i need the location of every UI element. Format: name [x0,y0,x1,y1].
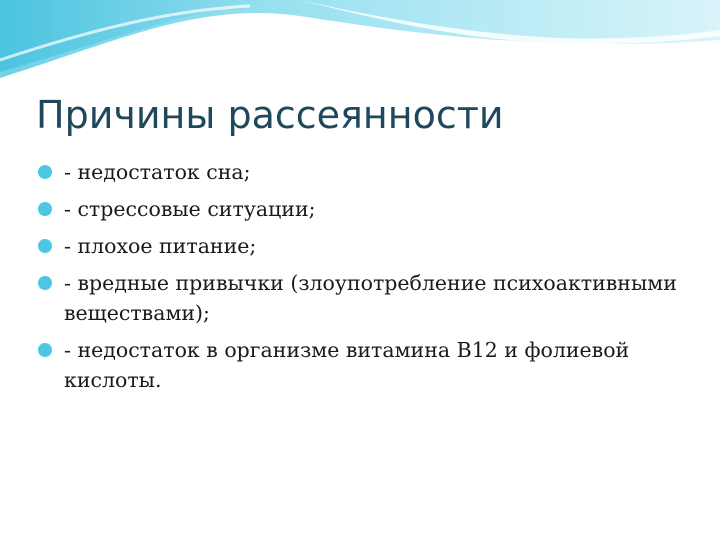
slide-title: Причины рассеянности [36,93,504,137]
bullet-text: - вредные привычки (злоупотребление психоактивными веществами); [64,271,677,325]
bullet-text: - недостаток сна; [64,160,251,184]
bullet-dot-icon [38,276,52,290]
bullet-text: - недостаток в организме витамина B12 и фолиевой кислоты. [64,338,630,392]
bullet-text: - стрессовые ситуации; [64,197,316,221]
bullet-item [36,268,706,328]
bullet-dot-icon [38,239,52,253]
bullet-text: - плохое питание; [64,234,257,258]
bullet-dot-icon [38,343,52,357]
bullet-item [36,157,706,187]
bullet-item [36,194,706,224]
bullet-dot-icon [38,165,52,179]
bullet-list [36,157,706,402]
bullet-item [36,335,706,395]
bullet-item [36,231,706,261]
bullet-dot-icon [38,202,52,216]
header-wave-decoration [0,0,720,90]
